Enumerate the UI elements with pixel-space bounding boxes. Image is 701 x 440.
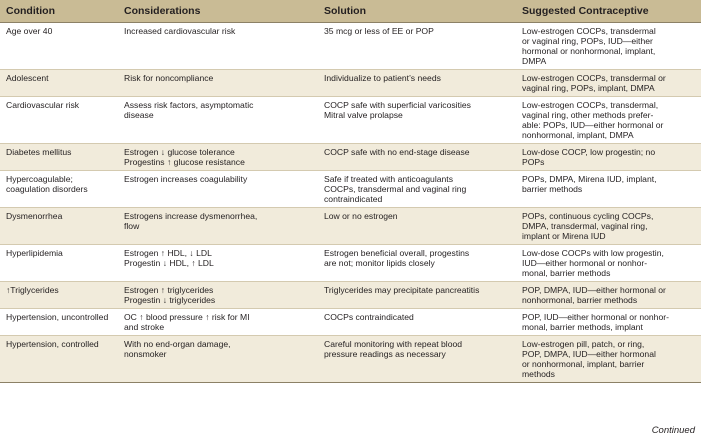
cell-text-line: Increased cardiovascular risk (124, 26, 236, 36)
cell-text-line: Progestins ↑ glucose resistance (124, 157, 245, 167)
table-row (0, 144, 701, 171)
cell-text-line: Mitral valve prolapse (324, 110, 403, 120)
table-row (0, 23, 701, 70)
cell-solution (318, 245, 516, 282)
table-row (0, 245, 701, 282)
table-row (0, 282, 701, 309)
cell-text-line: Safe if treated with anticoagulants (324, 174, 453, 184)
cell-text-line: or nonhormonal, implant, barrier (522, 359, 645, 369)
cell-text-line: Estrogen ↓ glucose tolerance (124, 147, 235, 157)
cell-text-line: Individualize to patient’s needs (324, 73, 441, 83)
cell-condition (0, 208, 118, 245)
cell-text-line: ↑Triglycerides (6, 285, 59, 295)
header-considerations: Considerations (118, 0, 318, 23)
cell-text-line: COCP safe with no end-stage disease (324, 147, 470, 157)
cell-text-line: Estrogen beneficial overall, progestins (324, 248, 470, 258)
cell-text-line: contraindicated (324, 194, 383, 204)
cell-text-line: pressure readings as necessary (324, 349, 446, 359)
cell-text-line: POP, DMPA, IUD—either hormonal (522, 349, 656, 359)
header-solution: Solution (318, 0, 516, 23)
cell-text-line: Risk for noncompliance (124, 73, 214, 83)
cell-text-line: 35 mcg or less of EE or POP (324, 26, 434, 36)
cell-text-line: POPs, continuous cycling COCPs, (522, 211, 654, 221)
cell-contraceptive (516, 282, 701, 309)
cell-text-line: Estrogen increases coagulability (124, 174, 248, 184)
cell-solution (318, 23, 516, 70)
cell-text-line: Dysmenorrhea (6, 211, 63, 221)
cell-text-line: OC ↑ blood pressure ↑ risk for MI (124, 312, 250, 322)
cell-solution (318, 336, 516, 383)
cell-text-line: COCPs contraindicated (324, 312, 414, 322)
cell-text-line: With no end-organ damage, (124, 339, 231, 349)
cell-condition (0, 336, 118, 383)
cell-text-line: POPs (522, 157, 545, 167)
cell-text-line: Hypertension, controlled (6, 339, 99, 349)
cell-text-line: nonhormonal, implant, DMPA (522, 130, 634, 140)
cell-condition (0, 245, 118, 282)
cell-text-line: Low-dose COCP, low progestin; no (522, 147, 656, 157)
cell-text-line: implant or Mirena IUD (522, 231, 606, 241)
cell-text-line: Estrogen ↑ HDL, ↓ LDL (124, 248, 212, 258)
cell-text-line: DMPA, transdermal, vaginal ring, (522, 221, 648, 231)
cell-condition (0, 70, 118, 97)
cell-considerations (118, 171, 318, 208)
cell-condition (0, 309, 118, 336)
cell-text-line: able: POPs, IUD—either hormonal or (522, 120, 664, 130)
table-row (0, 208, 701, 245)
cell-text-line: Hyperlipidemia (6, 248, 63, 258)
cell-text-line: COCPs, transdermal and vaginal ring (324, 184, 467, 194)
table-row (0, 309, 701, 336)
cell-considerations (118, 97, 318, 144)
table-row (0, 97, 701, 144)
cell-text-line: monal, barrier methods, implant (522, 322, 643, 332)
cell-condition (0, 23, 118, 70)
table-row (0, 171, 701, 208)
cell-contraceptive (516, 309, 701, 336)
cell-text-line: monal, barrier methods (522, 268, 611, 278)
cell-considerations (118, 70, 318, 97)
header-suggested-contraceptive: Suggested Contraceptive (516, 0, 701, 23)
cell-contraceptive (516, 97, 701, 144)
cell-contraceptive (516, 70, 701, 97)
cell-solution (318, 309, 516, 336)
cell-text-line: Triglycerides may precipitate pancreatitis (324, 285, 480, 295)
cell-text-line: Progestin ↓ HDL, ↑ LDL (124, 258, 214, 268)
cell-solution (318, 208, 516, 245)
cell-text-line: coagulation disorders (6, 184, 88, 194)
cell-text-line: POPs, DMPA, Mirena IUD, implant, (522, 174, 657, 184)
cell-considerations (118, 144, 318, 171)
cell-text-line: Age over 40 (6, 26, 53, 36)
cell-considerations (118, 208, 318, 245)
cell-contraceptive (516, 245, 701, 282)
cell-text-line: Low-estrogen COCPs, transdermal (522, 26, 656, 36)
cell-text-line: COCP safe with superficial varicosities (324, 100, 471, 110)
cell-text-line: Low-estrogen COCPs, transdermal, (522, 100, 659, 110)
cell-text-line: Low-estrogen COCPs, transdermal or (522, 73, 666, 83)
cell-considerations (118, 245, 318, 282)
cell-text-line: POP, IUD—either hormonal or nonhor- (522, 312, 669, 322)
cell-solution (318, 282, 516, 309)
cell-text-line: Assess risk factors, asymptomatic (124, 100, 254, 110)
cell-text-line: barrier methods (522, 184, 583, 194)
cell-text-line: hormonal or nonhormonal, implant, (522, 46, 656, 56)
cell-text-line: DMPA (522, 56, 547, 66)
cell-condition (0, 171, 118, 208)
cell-contraceptive (516, 144, 701, 171)
cell-considerations (118, 309, 318, 336)
cell-text-line: Diabetes mellitus (6, 147, 72, 157)
cell-solution (318, 97, 516, 144)
cell-text-line: Careful monitoring with repeat blood (324, 339, 463, 349)
cell-text-line: Low-estrogen pill, patch, or ring, (522, 339, 645, 349)
cell-condition (0, 144, 118, 171)
cell-considerations (118, 23, 318, 70)
cell-text-line: vaginal ring, POPs, implant, DMPA (522, 83, 655, 93)
cell-text-line: nonsmoker (124, 349, 167, 359)
cell-solution (318, 171, 516, 208)
header-condition: Condition (0, 0, 118, 23)
cell-solution (318, 70, 516, 97)
cell-text-line: nonhormonal, barrier methods (522, 295, 638, 305)
cell-considerations (118, 282, 318, 309)
cell-contraceptive (516, 23, 701, 70)
cell-considerations (118, 336, 318, 383)
table-row (0, 336, 701, 383)
cell-text-line: Adolescent (6, 73, 49, 83)
cell-text-line: Estrogens increase dysmenorrhea, (124, 211, 258, 221)
cell-solution (318, 144, 516, 171)
cell-contraceptive (516, 336, 701, 383)
cell-text-line: Progestin ↓ triglycerides (124, 295, 216, 305)
cell-text-line: Low-dose COCPs with low progestin, (522, 248, 664, 258)
cell-text-line: Low or no estrogen (324, 211, 398, 221)
cell-text-line: Hypertension, uncontrolled (6, 312, 109, 322)
cell-condition (0, 282, 118, 309)
cell-contraceptive (516, 208, 701, 245)
cell-text-line: or vaginal ring, POPs, IUD—either (522, 36, 653, 46)
cell-text-line: Cardiovascular risk (6, 100, 80, 110)
cell-text-line: Estrogen ↑ triglycerides (124, 285, 214, 295)
cell-text-line: Hypercoagulable; (6, 174, 73, 184)
cell-text-line: POP, DMPA, IUD—either hormonal or (522, 285, 666, 295)
cell-text-line: methods (522, 369, 555, 379)
cell-text-line: IUD—either hormonal or nonhor- (522, 258, 648, 268)
cell-contraceptive (516, 171, 701, 208)
cell-condition (0, 97, 118, 144)
table-body (0, 23, 701, 383)
cell-text-line: and stroke (124, 322, 165, 332)
table-row (0, 70, 701, 97)
cell-text-line: are not; monitor lipids closely (324, 258, 435, 268)
continued-label: Continued (651, 425, 695, 436)
cell-text-line: disease (124, 110, 154, 120)
cell-text-line: flow (124, 221, 140, 231)
header-row (0, 0, 701, 23)
cell-text-line: vaginal ring, other methods prefer- (522, 110, 654, 120)
